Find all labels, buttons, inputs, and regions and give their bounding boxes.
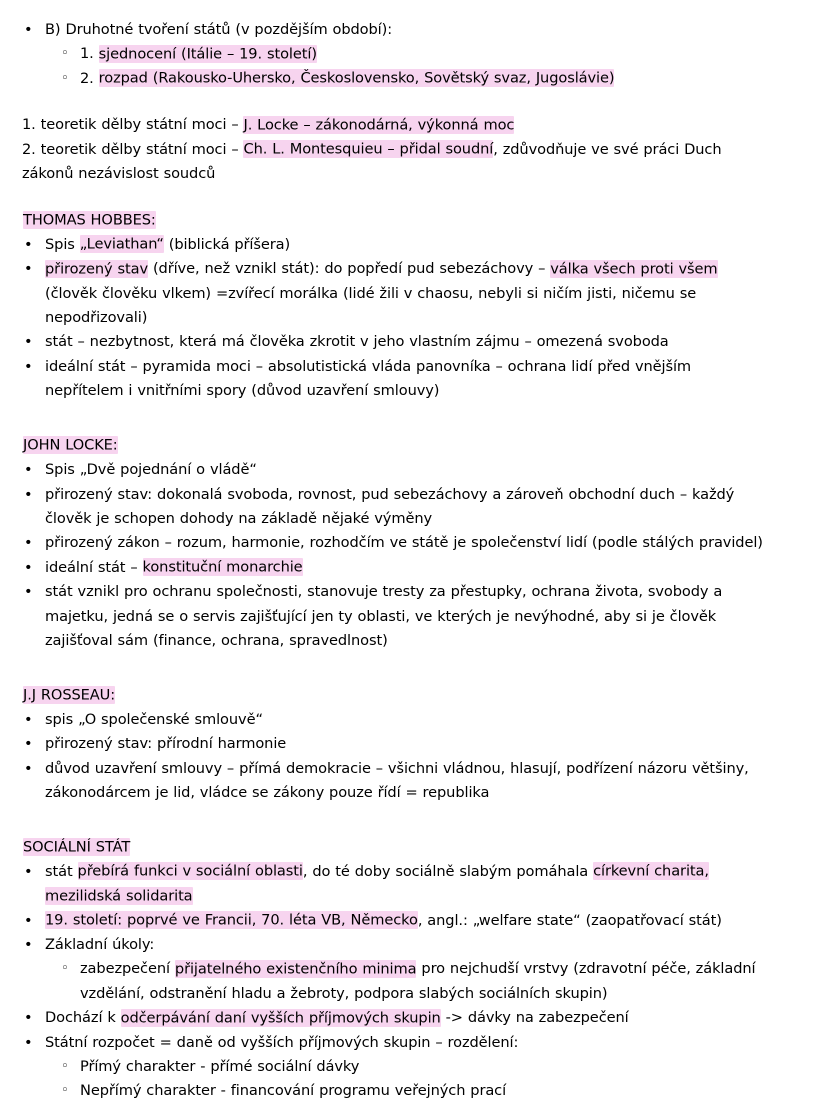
bullet-item — [0, 860, 804, 909]
text-paragraph — [0, 113, 804, 137]
highlighted-text: odčerpávání daní vyšších příjmových skupin — [120, 1009, 441, 1027]
plain-text: Základní úkoly: — [45, 936, 155, 953]
plain-text: (biblická příšera) — [163, 235, 291, 253]
plain-text: pro nejchudší vrstvy (zdravotní péče, základní vzdělání, odstranění hladu a žebroty, podpora slabých sociálních skupin) — [80, 960, 756, 1002]
section-heading — [0, 208, 804, 232]
plain-text: (dříve, než vznikl stát): do popředí pud sebezáchovy – — [148, 260, 551, 278]
vertical-spacer — [0, 805, 804, 835]
highlighted-text: přirozený stav — [45, 260, 148, 278]
sub-bullet-item — [0, 957, 804, 1006]
plain-text: ideální stát – — [45, 558, 143, 576]
bullet-item — [0, 556, 804, 580]
bullet-item — [0, 1031, 804, 1055]
bullet-item — [0, 330, 804, 354]
bullet-item — [0, 708, 804, 732]
plain-text: , angl.: „welfare state“ (zaopatřovací stát) — [417, 911, 722, 929]
bullet-item — [0, 933, 804, 957]
bullet-item — [0, 1006, 804, 1030]
bullet-item — [0, 233, 804, 257]
plain-text: -> dávky na zabezpečení — [440, 1009, 629, 1027]
bullet-item — [0, 483, 804, 532]
plain-text: Spis „Dvě pojednání o vládě“ — [45, 461, 257, 479]
vertical-spacer — [0, 186, 804, 208]
bullet-item — [0, 531, 804, 555]
vertical-spacer — [0, 653, 804, 683]
highlighted-text: konstituční monarchie — [142, 558, 303, 576]
vertical-spacer — [0, 91, 804, 113]
highlighted-text: THOMAS HOBBES: — [23, 211, 156, 229]
plain-text: stát vznikl pro ochranu společnosti, stanovuje tresty za přestupky, ochrana života, svobody a majetku, jedná se o servis zajišťující jen ty oblasti, ve kterých je nevýhodné, aby si je člověk zajišťoval sám (finance, ochrana, spravedlnost) — [45, 583, 723, 649]
sub-bullet-item — [0, 42, 804, 66]
vertical-spacer — [0, 404, 804, 434]
highlighted-text: přebírá funkci v sociální oblasti — [77, 862, 303, 880]
sub-bullet-item — [0, 1079, 804, 1103]
plain-text: 2. — [80, 69, 99, 87]
plain-text: stát — [45, 862, 78, 880]
bullet-item — [0, 732, 804, 756]
plain-text: Státní rozpočet = daně od vyšších příjmových skupin – rozdělení: — [45, 1033, 519, 1051]
plain-text: přirozený zákon – rozum, harmonie, rozhodčím ve státě je společenství lidí (podle stálých pravidel) — [45, 534, 763, 552]
highlighted-text: válka všech proti všem — [550, 260, 718, 278]
plain-text: (člověk člověku vlkem) =zvířecí morálka (lidé žili v chaosu, nebyli si ničím jisti, ničemu se nepodřizovali) — [45, 284, 697, 327]
sub-bullet-item — [0, 67, 804, 91]
plain-text: Přímý charakter - přímé sociální dávky — [80, 1058, 360, 1076]
plain-text: ideální stát – pyramida moci – absolutistická vláda panovníka – ochrana lidí před vnějším nepřítelem i vnitřními spory (důvod uzavření smlouvy) — [45, 357, 692, 400]
highlighted-text: Ch. L. Montesquieu – přidal soudní — [243, 140, 494, 158]
highlighted-text: přijatelného existenčního minima — [174, 960, 417, 978]
highlighted-text: JOHN LOCKE: — [23, 436, 118, 454]
highlighted-text: 19. století: poprvé ve Francii, 70. léta VB, Německo — [45, 911, 418, 929]
plain-text: , zdůvodňuje ve své práci Duch zákonů nezávislost soudců — [22, 140, 722, 183]
highlighted-text: rozpad (Rakousko-Uhersko, Československo, Sovětský svaz, Jugoslávie) — [98, 69, 615, 87]
section-heading — [0, 683, 804, 707]
plain-text: důvod uzavření smlouvy – přímá demokracie – všichni vládnou, hlasují, podřízení názoru většiny, zákonodárcem je lid, vládce se zákony pouze řídí = republika — [45, 759, 749, 801]
plain-text: přirozený stav: přírodní harmonie — [45, 735, 287, 753]
sub-bullet-item — [0, 1055, 804, 1079]
bullet-item — [0, 18, 804, 42]
highlighted-text: J. Locke – zákonodárná, výkonná moc — [243, 116, 515, 134]
plain-text: Nepřímý charakter - financování programu veřejných prací — [80, 1082, 507, 1100]
bullet-item — [0, 757, 804, 806]
highlighted-text: „Leviathan“ — [79, 235, 164, 253]
plain-text: , do té doby sociálně slabým pomáhala — [302, 862, 594, 880]
plain-text: 1. teoretik dělby státní moci – — [22, 116, 244, 134]
highlighted-text: J.J ROSSEAU: — [23, 686, 116, 704]
plain-text: stát – nezbytnost, která má člověka zkrotit v jeho vlastním zájmu – omezená svoboda — [45, 333, 669, 351]
plain-text: přirozený stav: dokonalá svoboda, rovnost, pud sebezáchovy a zároveň obchodní duch – každý člověk je schopen dohody na základě nějaké výměny — [45, 485, 735, 527]
plain-text: 2. teoretik dělby státní moci – — [22, 140, 244, 158]
plain-text: Spis — [45, 235, 80, 253]
bullet-item — [0, 458, 804, 482]
plain-text: spis „O společenské smlouvě“ — [45, 710, 263, 728]
highlighted-text: SOCIÁLNÍ STÁT — [23, 838, 131, 856]
plain-text: 1. — [80, 45, 99, 63]
highlighted-text: církevní charita, mezilidská solidarita — [45, 862, 709, 905]
bullet-item — [0, 580, 804, 653]
plain-text: Dochází k — [45, 1009, 121, 1027]
bullet-item — [0, 355, 804, 404]
plain-text: zabezpečení — [80, 960, 175, 978]
text-paragraph — [0, 138, 804, 187]
highlighted-text: sjednocení (Itálie – 19. století) — [98, 45, 317, 63]
bullet-item — [0, 257, 804, 330]
bullet-item — [0, 909, 804, 933]
document-body — [0, 18, 828, 1104]
plain-text: B) Druhotné tvoření států (v pozdějším období): — [45, 21, 393, 38]
section-heading — [0, 434, 804, 458]
section-heading — [0, 835, 804, 859]
